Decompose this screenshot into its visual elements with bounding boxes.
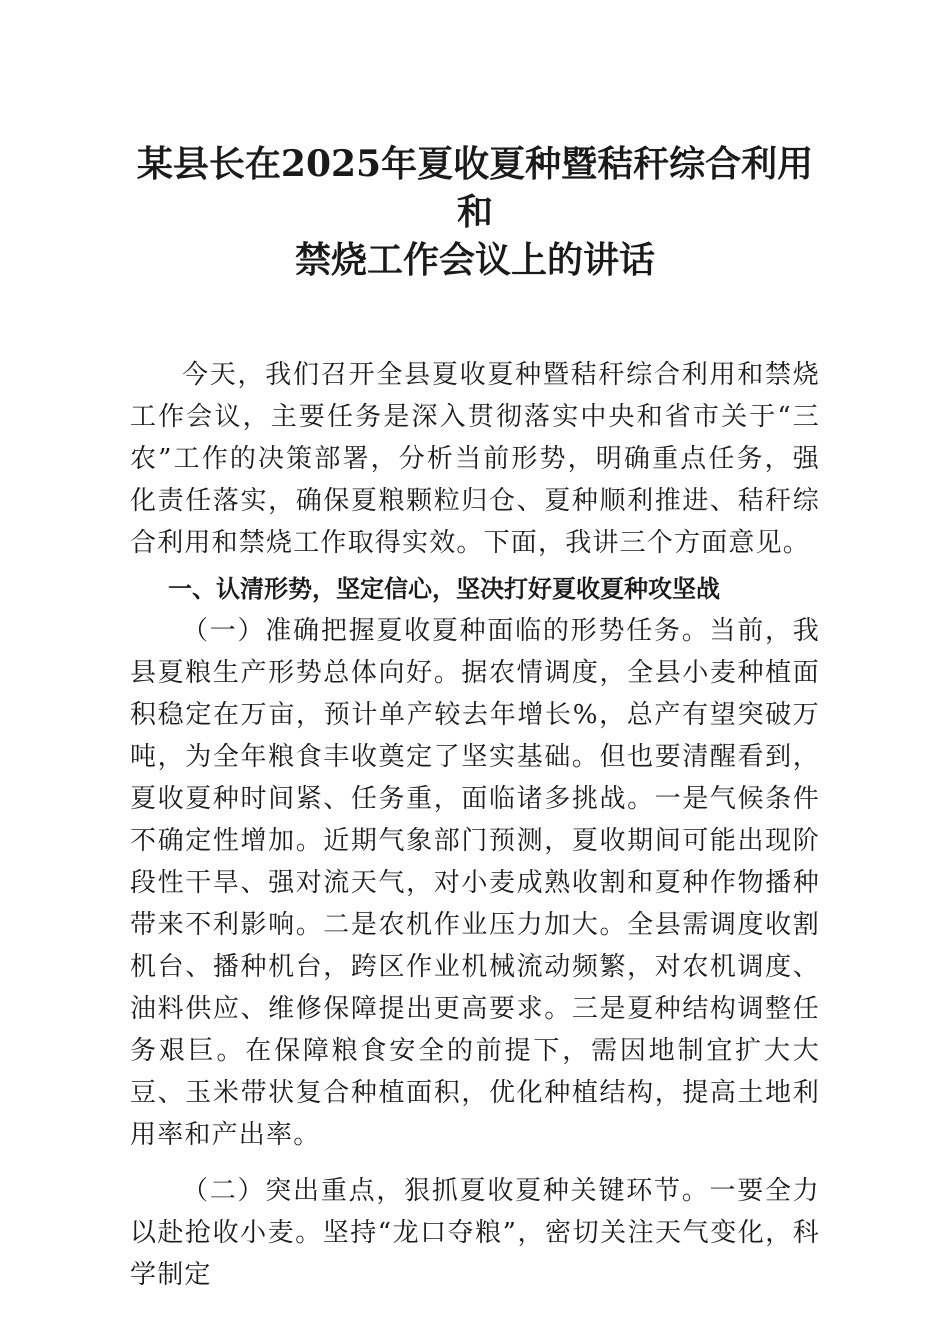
- document-body: [130, 354, 820, 1296]
- subsection-2-paragraph: [130, 1170, 820, 1296]
- document-title: [130, 140, 820, 284]
- title-line-1: 某县长在2025年夏收夏种暨秸秆综合利用和: [136, 143, 814, 233]
- section-1-heading: 一、认清形势，坚定信心，坚决打好夏收夏种攻坚战: [168, 575, 720, 603]
- title-line-2: 禁烧工作会议上的讲话: [294, 239, 655, 281]
- subsection-2-body: 一要全力以赴抢收小麦。坚持“龙口夺粮”，密切关注天气变化，科学制定: [130, 1176, 820, 1290]
- subsection-2-lead: （二）突出重点，狠抓夏收夏种关键环节。: [182, 1176, 710, 1206]
- subsection-1-paragraph: [130, 610, 820, 1156]
- intro-paragraph: 今天，我们召开全县夏收夏种暨秸秆综合利用和禁烧工作会议，主要任务是深入贯彻落实中央和省市关于“三农”工作的决策部署，分析当前形势，明确重点任务，强化责任落实，确保夏粮颗粒归仓、夏种顺利推进、秸秆综合利用和禁烧工作取得实效。下面，我讲三个方面意见。: [130, 360, 820, 558]
- subsection-1-body: 当前，我县夏粮生产形势总体向好。据农情调度，全县小麦种植面积稳定在万亩，预计单产较去年增长%，总产有望突破万吨，为全年粮食丰收奠定了坚实基础。但也要清醒看到，夏收夏种时间紧、任务重，面临诸多挑战。一是气候条件不确定性增加。近期气象部门预测，夏收期间可能出现阶段性干旱、强对流天气，对小麦成熟收割和夏种作物播种带来不利影响。二是农机作业压力加大。全县需调度收割机台、播种机台，跨区作业机械流动频繁，对农机调度、油料供应、维修保障提出更高要求。三是夏种结构调整任务艰巨。在保障粮食安全的前提下，需因地制宜扩大大豆、玉米带状复合种植面积，优化种植结构，提高土地利用率和产出率。: [130, 616, 820, 1150]
- subsection-1-lead: （一）准确把握夏收夏种面临的形势任务。: [182, 616, 710, 646]
